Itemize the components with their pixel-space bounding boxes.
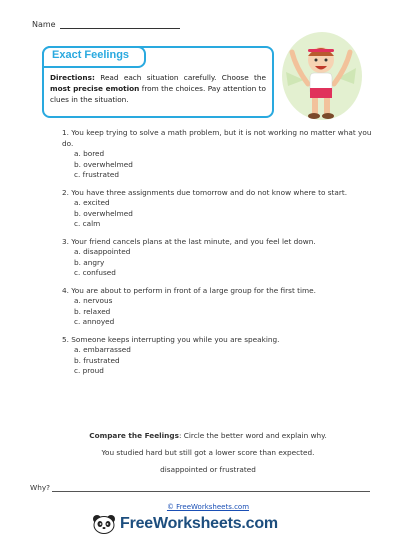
- name-field-row: [32, 20, 180, 29]
- directions-panel: [42, 46, 274, 118]
- answer-option[interactable]: a. nervous: [74, 296, 113, 305]
- cheering-child-illustration: [278, 28, 364, 124]
- directions-part1: Read each situation carefully. Choose the: [94, 73, 266, 82]
- footer-link[interactable]: © FreeWorksheets.com: [166, 503, 250, 511]
- why-label: Why?: [30, 483, 51, 492]
- answer-option[interactable]: b. angry: [74, 257, 105, 267]
- question-text: 2. You have three assignments due tomorrow and do not know where to start.: [62, 187, 348, 197]
- answer-option[interactable]: c. calm: [74, 219, 101, 228]
- question-item: [62, 286, 372, 328]
- answer-option[interactable]: b. relaxed: [74, 306, 111, 316]
- panda-icon: [92, 514, 116, 534]
- answer-option[interactable]: a. bored: [74, 149, 105, 158]
- directions-part2: from the choices. Pay attention to clues in the situation.: [50, 84, 266, 104]
- answer-option[interactable]: b. overwhelmed: [74, 159, 133, 169]
- worksheet-title: Exact Feelings: [52, 49, 130, 61]
- question-item: [62, 237, 372, 279]
- answer-option[interactable]: a. disappointed: [74, 247, 131, 256]
- answer-option[interactable]: b. overwhelmed: [74, 208, 133, 218]
- answer-option[interactable]: c. confused: [74, 268, 116, 277]
- answer-option[interactable]: a. excited: [74, 198, 110, 207]
- site-logo[interactable]: [92, 513, 278, 535]
- compare-scenario: You studied hard but still got a lower score than expected.: [101, 448, 315, 457]
- question-text: 1. You keep trying to solve a math problem, but it is not working no matter what you do.: [62, 128, 372, 148]
- compare-instruction: [0, 431, 416, 440]
- question-text: 3. Your friend cancels plans at the last minute, and you feel let down.: [62, 236, 316, 246]
- question-text: 4. You are about to perform in front of a large group for the first time.: [62, 285, 316, 295]
- answer-option[interactable]: c. frustrated: [74, 170, 119, 179]
- compare-label: Compare the Feelings: [89, 431, 179, 440]
- compare-choices[interactable]: disappointed or frustrated: [160, 465, 256, 474]
- logo-text: FreeWorksheets.com: [120, 515, 278, 532]
- answer-option[interactable]: a. embarrassed: [74, 345, 131, 354]
- directions-emphasis: most precise emotion: [50, 84, 140, 93]
- answer-option[interactable]: b. frustrated: [74, 355, 120, 365]
- name-label: Name: [32, 20, 56, 29]
- directions-label: Directions:: [50, 73, 95, 82]
- title-tab: [42, 46, 146, 68]
- question-item: [62, 335, 372, 377]
- compare-instruction-text: : Circle the better word and explain why.: [178, 431, 327, 440]
- why-row: [30, 483, 370, 492]
- answer-option[interactable]: c. proud: [74, 366, 104, 375]
- directions-text: [50, 72, 266, 105]
- name-input-line[interactable]: [60, 20, 180, 29]
- why-answer-line[interactable]: [52, 484, 370, 492]
- question-text: 5. Someone keeps interrupting you while you are speaking.: [62, 334, 280, 344]
- answer-option[interactable]: c. annoyed: [74, 317, 115, 326]
- question-item: [62, 188, 372, 230]
- question-item: [62, 128, 372, 181]
- question-list: [62, 128, 372, 384]
